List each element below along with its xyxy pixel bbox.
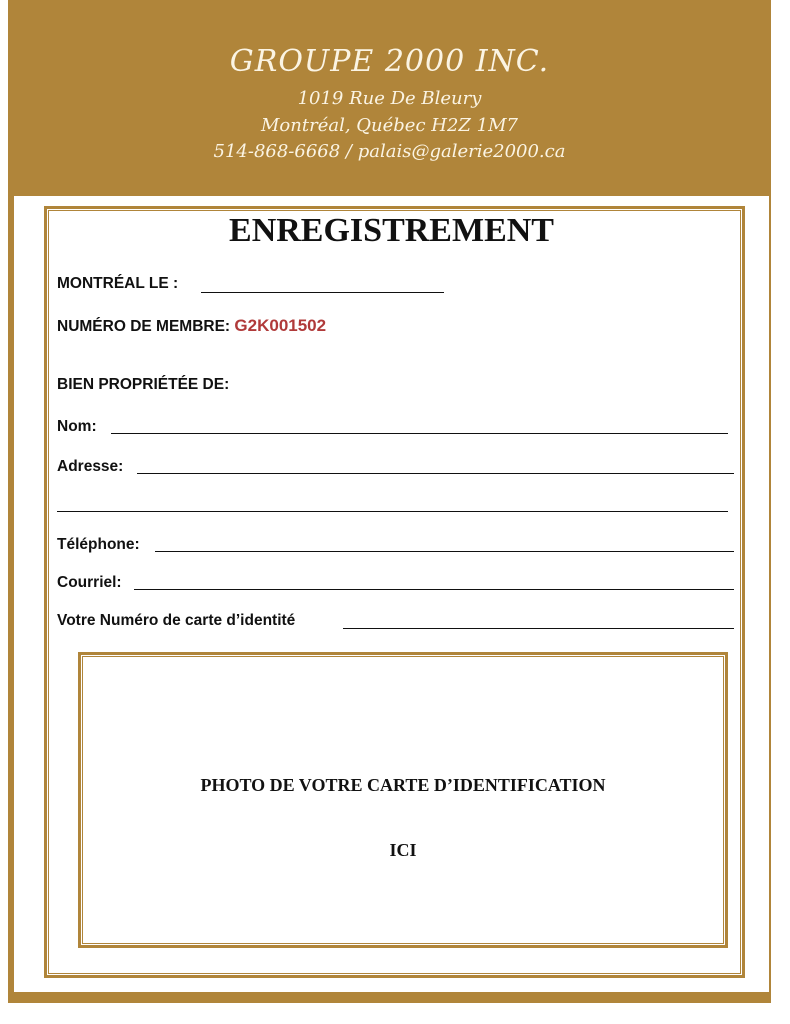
member-number-value: G2K001502 (234, 316, 327, 335)
name-field[interactable] (111, 433, 728, 434)
id-number-field[interactable] (343, 628, 734, 629)
form-title: ENREGISTREMENT (229, 212, 554, 249)
name-label: Nom: (57, 418, 97, 435)
company-street: 1019 Rue De Bleury (297, 88, 482, 109)
photo-box-inner-border (82, 656, 724, 944)
email-field[interactable] (134, 589, 734, 590)
company-header (8, 0, 771, 195)
photo-here-label: ICI (389, 840, 417, 860)
member-number-label: NUMÉRO DE MEMBRE: (57, 318, 231, 335)
photo-instruction: PHOTO DE VOTRE CARTE D’IDENTIFICATION (200, 775, 606, 795)
email-label: Courriel: (57, 574, 122, 591)
company-city: Montréal, Québec H2Z 1M7 (261, 115, 518, 136)
address-label: Adresse: (57, 458, 124, 475)
registration-form (14, 196, 769, 992)
address-field-line2[interactable] (57, 511, 728, 512)
phone-label: Téléphone: (57, 536, 140, 553)
page-frame (8, 0, 771, 1003)
date-label: MONTRÉAL LE : (57, 275, 179, 292)
company-contact: 514-868-6668 / palais@galerie2000.ca (213, 141, 566, 162)
member-number-row (57, 316, 326, 336)
phone-field[interactable] (155, 551, 734, 552)
date-field[interactable] (201, 292, 444, 293)
owner-heading: BIEN PROPRIÉTÉE DE: (57, 376, 230, 393)
address-field[interactable] (137, 473, 734, 474)
id-number-label: Votre Numéro de carte d’identité (57, 612, 296, 629)
company-name: GROUPE 2000 INC. (229, 44, 550, 79)
